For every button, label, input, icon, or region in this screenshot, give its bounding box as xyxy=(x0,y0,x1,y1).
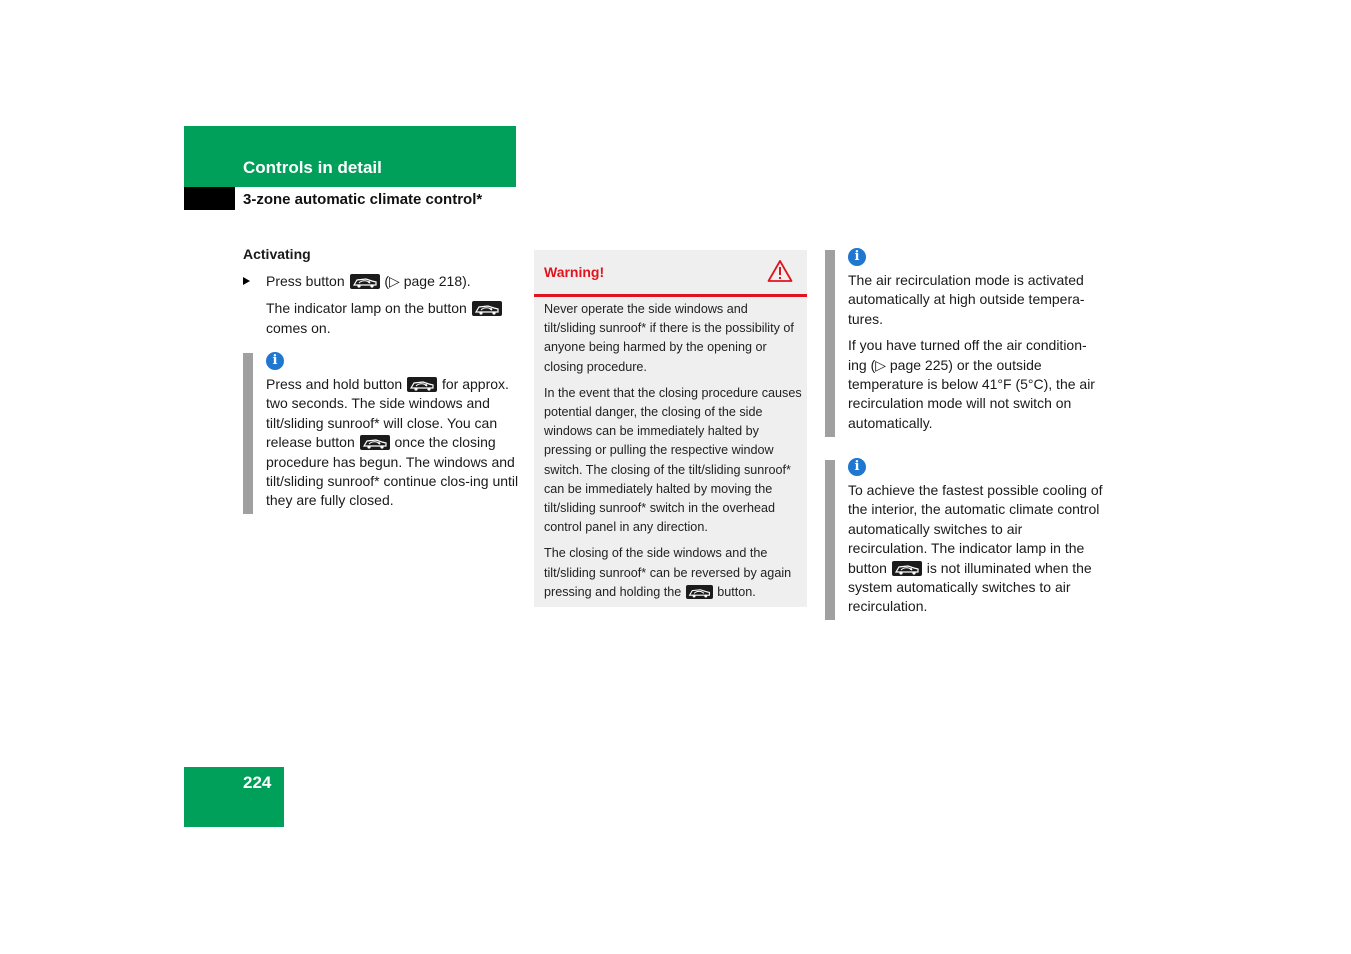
subsection-title: 3-zone automatic climate control* xyxy=(243,191,483,208)
warning-triangle-icon xyxy=(767,259,793,283)
info-bar xyxy=(825,460,835,620)
page-number: 224 xyxy=(243,773,272,792)
step-result-text: The indicator lamp on the button comes on. xyxy=(266,299,518,338)
warning-paragraph: In the event that the closing procedure causes potential danger, the closing of the side windows can be immediately halted by pressing or pulling the respective window switch. The closing of the tilt/sliding sunroof* can be immediately halted by moving the tilt/sliding sunroof* switch in the overhead control panel in any direction. xyxy=(544,385,802,535)
info-note-text: The air recirculation mode is activated automatically at high outside tempera-tures. If you have turned off the air condition-ing (▷ page 225) or the outside temperature is below 41°F (5°C), the air recirculation mode will not switch on automatically. xyxy=(848,272,1095,431)
air-recirculation-button-icon xyxy=(407,377,437,392)
info-bar xyxy=(825,250,835,437)
air-recirculation-button-icon xyxy=(472,301,502,316)
info-icon: i xyxy=(848,458,866,476)
step-text: Press button (▷ page 218). xyxy=(266,273,471,289)
info-note-text: To achieve the fastest possible cooling of the interior, the automatic climate control automatically switches to air recirculation. The indicator lamp in the button is not illuminated when the system automatically switches to air recirculation. xyxy=(848,482,1103,615)
info-icon: i xyxy=(266,352,284,370)
air-recirculation-button-icon xyxy=(360,435,390,450)
warning-body xyxy=(544,300,802,609)
warning-paragraph: Never operate the side windows and tilt/sliding sunroof* if there is the possibility of anyone being harmed by the opening or closing procedure. xyxy=(544,302,794,374)
warning-header xyxy=(534,250,807,297)
warning-paragraph: The closing of the side windows and the tilt/sliding sunroof* can be reversed by again pressing and holding the button. xyxy=(544,546,792,599)
info-note-text: Press and hold button for approx. two seconds. The side windows and tilt/sliding sunroof* will close. You can release button once the closing procedure has begun. The windows and tilt/sliding sunroof* continue clos-ing until they are fully closed. xyxy=(266,376,519,509)
warning-box xyxy=(534,250,807,607)
warning-title: Warning! xyxy=(544,264,605,280)
section-title: Controls in detail xyxy=(243,158,382,177)
instruction-step xyxy=(243,272,518,346)
subsection-marker xyxy=(184,187,235,210)
info-bar xyxy=(243,353,253,514)
info-icon: i xyxy=(848,248,866,266)
air-recirculation-button-icon xyxy=(350,274,380,289)
step-arrow-icon xyxy=(243,277,250,285)
activating-heading: Activating xyxy=(243,246,311,262)
air-recirculation-button-icon xyxy=(892,561,922,576)
air-recirculation-button-icon xyxy=(686,585,713,599)
